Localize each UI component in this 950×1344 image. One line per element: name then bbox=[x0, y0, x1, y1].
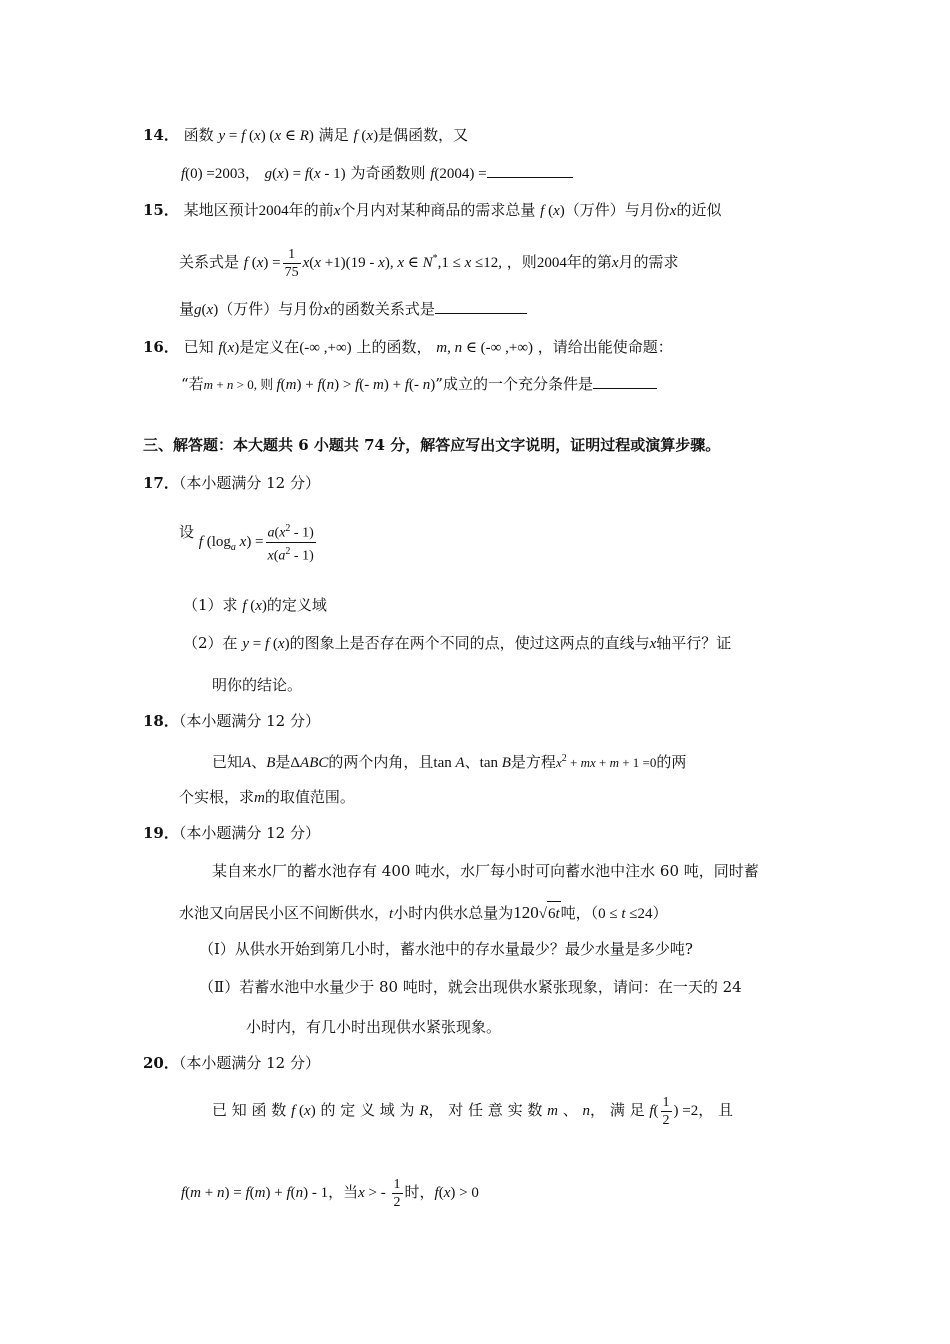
text: 2004 bbox=[536, 255, 567, 271]
text: 小时内供水总量为 bbox=[393, 904, 514, 922]
text: （2）在 bbox=[183, 634, 238, 652]
text: “若 bbox=[181, 375, 204, 393]
text: ， bbox=[244, 164, 260, 182]
text: 某地区预计 bbox=[183, 201, 259, 219]
q17-part2-cont: 明你的结论。 bbox=[212, 676, 303, 694]
text: 是定义在 bbox=[239, 338, 300, 356]
text: ） bbox=[652, 904, 668, 922]
text: 时， bbox=[404, 1183, 435, 1201]
text: 的取值范围。 bbox=[264, 788, 355, 806]
q18-line2: 个实根，求m的取值范围。 bbox=[179, 788, 355, 806]
q14-line1: 14． 函数 y = f (x) (x ∈ R) 满足 f (x)是偶函数，又 bbox=[143, 126, 469, 144]
q15-line3: 量g(x)（万件）与月份x的函数关系式是 bbox=[179, 298, 527, 321]
q18-header bbox=[143, 710, 320, 732]
text: 的近似 bbox=[676, 201, 722, 219]
text: 2004 bbox=[258, 203, 289, 219]
text: 已知 bbox=[183, 338, 214, 356]
text: 年的前 bbox=[288, 201, 334, 219]
q20-header bbox=[143, 1052, 320, 1074]
text: ， 满 足 bbox=[590, 1101, 645, 1119]
text: 的两个内角，且 bbox=[328, 753, 434, 771]
q19-header bbox=[143, 822, 320, 844]
text: 是方程 bbox=[510, 753, 556, 771]
text: 为奇函数则 bbox=[350, 164, 426, 182]
q16-line1: 16． 已知 f(x)是定义在(-∞ ,+∞) 上的函数， m, n ∈ (-∞ ,+∞) ，请给出能使命题： bbox=[143, 338, 673, 356]
score-note: （本小题满分 12 分） bbox=[178, 824, 320, 842]
q17-part2: （2）在 y = f (x)的图象上是否存在两个不同的点，使过这两点的直线与x轴平行？证 bbox=[183, 634, 732, 652]
q15-line2: 关系式是 f (x) = $\frac{1}{75}$ x(x +1)(19 - x), x ∈ N*,1 ≤ x ≤12, ，则2004年的第x月的需求 bbox=[179, 246, 679, 280]
text: ，则 bbox=[506, 253, 537, 271]
text: 的图象上是否存在两个不同的点，使过这两点的直线与 bbox=[289, 634, 650, 652]
score-note: （本小题满分 12 分） bbox=[178, 1054, 320, 1072]
q17-part1: （1）求 f (x)的定义域 bbox=[183, 596, 327, 614]
text: 的两 bbox=[656, 753, 687, 771]
q16-line2: “若m + n > 0, 则 f(m) + f(n) > f(- m) + f(- n)”成立的一个充分条件是 bbox=[181, 373, 657, 396]
text: 个月内对某种商品的需求总量 bbox=[340, 201, 536, 219]
text: 上的函数， bbox=[356, 338, 432, 356]
q20-line1: 已 知 函 数 f (x) 的 定 义 域 为 R， 对 任 意 实 数 m 、 n， 满 足 f( $\frac{1}{2}$ ) =2， 且 bbox=[212, 1094, 734, 1128]
section-heading: 三、解答题：本大题共 6 小题共 74 分，解答应写出文字说明，证明过程或演算步骤。 bbox=[143, 436, 721, 454]
q20-line2: f(m + n) = f(m) + f(n) - 1，当x > - $\frac{1}{2}$ 时，f(x) > 0 bbox=[181, 1176, 479, 1210]
q16-number: 16． bbox=[143, 338, 179, 356]
text: 是 bbox=[275, 753, 291, 771]
answer-blank[interactable] bbox=[487, 163, 573, 178]
text: 关系式是 bbox=[179, 253, 240, 271]
q19-part1: （Ⅰ）从供水开始到第几小时，蓄水池中的存水量最少？最少水量是多少吨? bbox=[199, 940, 693, 958]
score-note: （本小题满分 12 分） bbox=[178, 712, 320, 730]
text: 已 知 函 数 bbox=[212, 1101, 287, 1119]
q19-number: 19． bbox=[143, 824, 179, 842]
text: 量 bbox=[179, 300, 195, 318]
text: （万件）与月份 bbox=[564, 201, 670, 219]
text: ，请给出能使命题： bbox=[537, 338, 673, 356]
text: ， 对 任 意 实 数 bbox=[428, 1101, 543, 1119]
text: ”成立的一个充分条件是 bbox=[435, 375, 593, 393]
q17-number: 17． bbox=[143, 474, 179, 492]
text: 设 bbox=[179, 523, 195, 541]
text: 的函数关系式是 bbox=[329, 300, 435, 318]
text: （1）求 bbox=[183, 596, 238, 614]
q18-line1: 已知A、B是ΔABC的两个内角，且tan A、tan B是方程$x^2$ + mx + m + 1 =0的两 bbox=[212, 753, 687, 771]
answer-blank[interactable] bbox=[435, 299, 527, 314]
q14-number: 14． bbox=[143, 126, 179, 144]
text: 年的第 bbox=[566, 253, 612, 271]
text: 水池又向居民小区不间断供水， bbox=[179, 904, 390, 922]
text: 月的需求 bbox=[618, 253, 679, 271]
answer-blank[interactable] bbox=[593, 374, 657, 389]
text: 函数 bbox=[183, 126, 214, 144]
text: ， 且 bbox=[698, 1101, 734, 1119]
q17-definition: 设 f ($\log_a$ x) = $\frac{a(x^2 - 1)}{x(a^2 - 1)}$ bbox=[179, 520, 318, 568]
text: 的定义域 bbox=[266, 596, 327, 614]
text: 满足 bbox=[318, 126, 349, 144]
text: 轴平行？证 bbox=[656, 634, 732, 652]
text: 的 定 义 域 为 bbox=[320, 1101, 415, 1119]
text: 个实根，求 bbox=[179, 788, 255, 806]
score-note: （本小题满分 12 分） bbox=[178, 474, 320, 492]
text: 、 bbox=[562, 1101, 578, 1119]
text: 已知 bbox=[212, 753, 243, 771]
q15-line1: 15． 某地区预计2004年的前x个月内对某种商品的需求总量 f (x)（万件）与月份x的近似 bbox=[143, 201, 722, 219]
q17-header bbox=[143, 472, 320, 494]
q18-number: 18． bbox=[143, 712, 179, 730]
q19-part2: （Ⅱ）若蓄水池中水量少于 80 吨时，就会出现供水紧张现象，请问：在一天的 24 bbox=[199, 978, 742, 996]
text: 吨，（ bbox=[560, 904, 599, 922]
q15-number: 15． bbox=[143, 201, 179, 219]
text: 、 bbox=[251, 753, 267, 771]
q20-number: 20． bbox=[143, 1054, 179, 1072]
q19-line2: 水池又向居民小区不间断供水，t小时内供水总量为120√6t吨，（0 ≤ t ≤24） bbox=[179, 901, 668, 925]
text: 、 bbox=[464, 753, 480, 771]
text: ，当 bbox=[328, 1183, 359, 1201]
text: 是偶函数，又 bbox=[378, 126, 469, 144]
text: （万件）与月份 bbox=[218, 300, 324, 318]
q14-line2: f(0) =2003， g(x) = f(x - 1) 为奇函数则 f(2004) = bbox=[181, 162, 573, 185]
q19-part2-cont: 小时内，有几小时出现供水紧张现象。 bbox=[246, 1018, 502, 1036]
q19-line1: 某自来水厂的蓄水池存有 400 吨水，水厂每小时可向蓄水池中注水 60 吨，同时蓄 bbox=[212, 862, 759, 880]
